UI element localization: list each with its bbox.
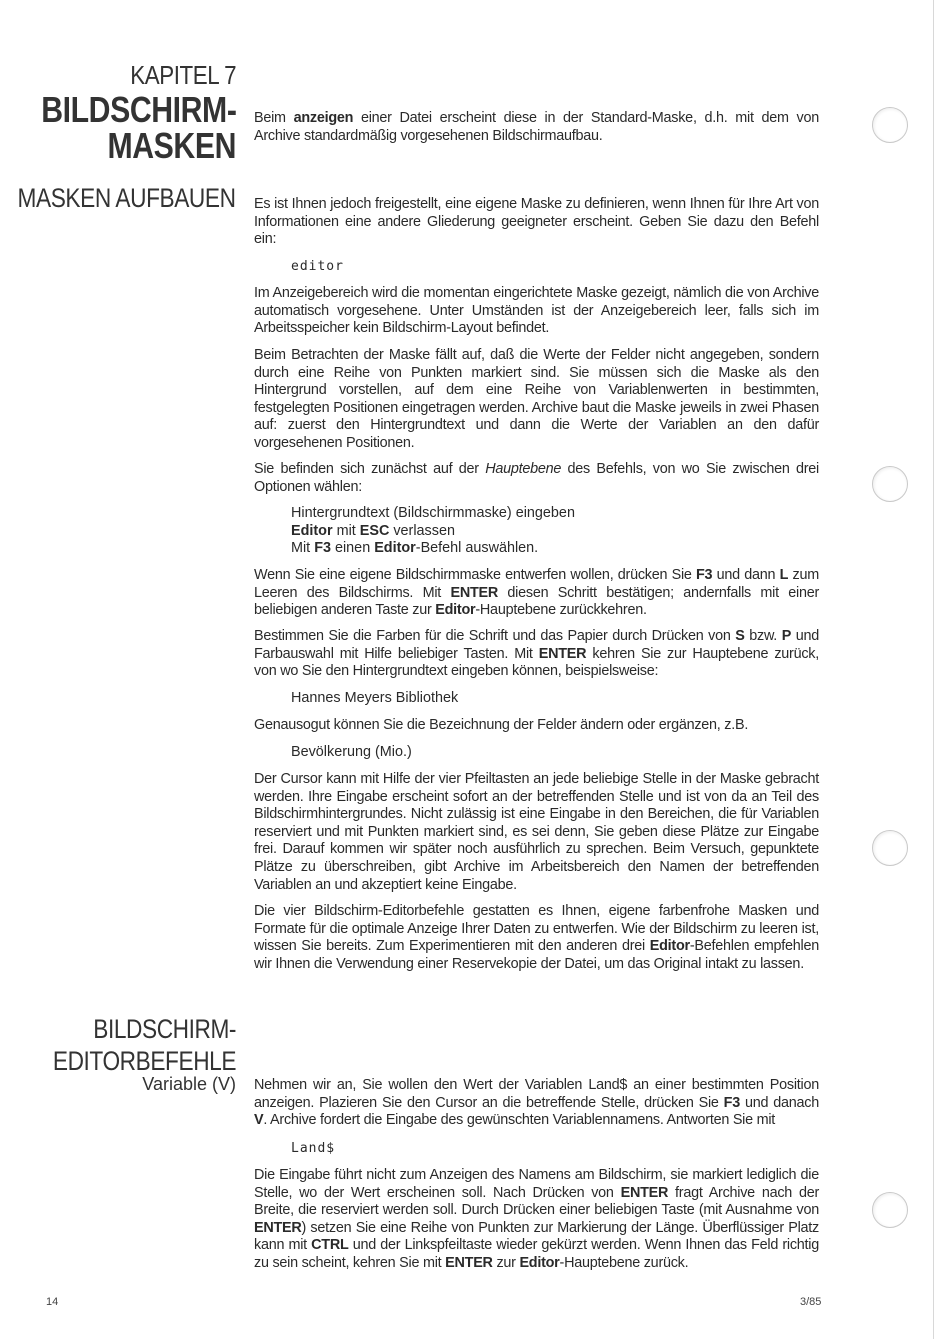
section-heading-masken-aufbauen: MASKEN AUFBAUEN <box>17 183 236 213</box>
option-item: Mit F3 einen Editor-Befehl auswählen. <box>291 540 539 557</box>
paragraph: Die Eingabe führt nicht zum Anzeigen des Namens am Bildschirm, sie markiert lediglich die Stelle, wo der Wert erscheinen soll. Nach Drücken von ENTER fragt Archive nach der Breite, die reserviert werden soll. Durch Drücken einer beliebigen Taste (mit Ausnahme von ENTER) setzen Sie eine Reihe von Punkten zur Markierung der Länge. Überflüssiger Platz kann mit CTRL und der Linkspfeiltaste wieder gekürzt werden. Wenn Ihnen das Feld richtig zu sein scheint, kehren Sie mit ENTER zur Editor-Hauptebene zurück. <box>254 1167 819 1271</box>
binder-hole <box>872 466 908 502</box>
paragraph: Beim Betrachten der Maske fällt auf, daß die Werte der Felder nicht angegeben, sondern durch eine Reihe von Punkten markiert sind. Sie müssen sich die Maske als den Hintergrund vorstellen, auf dem eine Reihe von Variablenwerten in bestimmten, festgelegten Positionen eingetragen werden. Archive baut die Maske jeweils in zwei Phasen auf: zuerst den Hintergrundtext und dann die Werte der Variablen an den dafür vorgesehenen Positionen. <box>254 347 819 451</box>
paragraph: Genausogut können Sie die Bezeichnung der Felder ändern oder ergänzen, z.B. <box>254 717 749 733</box>
option-item: Editor mit ESC verlassen <box>291 522 455 539</box>
paragraph: Wenn Sie eine eigene Bildschirmmaske entwerfen wollen, drücken Sie F3 und dann L zum Leeren des Bildschirms. Mit ENTER diesen Schritt bestätigen; andernfalls mit einer beliebigen anderen Taste zur Editor-Hauptebene zurückkehren. <box>254 567 819 619</box>
option-list <box>291 505 575 558</box>
paragraph: Beim anzeigen einer Datei erscheint diese in der Standard-Maske, d.h. mit dem von Archive standardmäßig vorgesehenen Bildschirmaufbau. <box>254 110 819 144</box>
paragraph: Nehmen wir an, Sie wollen den Wert der Variablen Land$ an einer bestimmten Position anzeigen. Plazieren Sie den Cursor an die betreffende Stelle, drücken Sie F3 und danach V. Archive fordert die Eingabe des gewünschten Variablennamens. Antworten Sie mit <box>254 1077 819 1129</box>
command-example: Land$ <box>291 1141 336 1156</box>
page-number: 14 <box>46 1296 59 1308</box>
example-text: Bevölkerung (Mio.) <box>291 744 412 760</box>
chapter-label: KAPITEL 7 <box>130 60 236 90</box>
edition-date: 3/85 <box>800 1296 822 1308</box>
paragraph: Sie befinden sich zunächst auf der Hauptebene des Befehls, von wo Sie zwischen drei Optionen wählen: <box>254 461 820 495</box>
paragraph: Im Anzeigebereich wird die momentan eingerichtete Maske gezeigt, nämlich die von Archive automatisch vorgesehene. Unter Umständen ist der Anzeigebereich leer, falls sich im Arbeitsspeicher kein Bildschirm-Layout befindet. <box>254 285 819 337</box>
page-edge-line <box>933 0 934 1339</box>
binder-hole <box>872 107 908 143</box>
option-item: Hintergrundtext (Bildschirmmaske) eingeben <box>291 505 575 521</box>
command-example: editor <box>291 259 344 274</box>
subsection-heading-variable: Variable (V) <box>142 1074 236 1094</box>
paragraph: Der Cursor kann mit Hilfe der vier Pfeiltasten an jede beliebige Stelle in der Maske gebracht werden. Ihre Eingabe erscheint sofort an der betreffenden Stelle und ist von da an Teil des Bildschirmhintergrundes. Nicht zulässig ist eine Eingabe in den Bereichen, die für Variablen reserviert und mit Punkten markiert sind, es sei denn, Sie geben diese Plätze zur Eingabe frei. Darauf kommen wir später noch ausführlich zu sprechen. Beim Versuch, gepunktete Plätze zu überschreiben, gibt Archive im Arbeitsbereich den Namen der betreffenden Variablen an und akzeptiert keine Eingabe. <box>254 771 819 893</box>
binder-hole <box>872 1192 908 1228</box>
chapter-title-line2: MASKEN <box>107 125 236 166</box>
section-heading-editorbefehle: BILDSCHIRM- EDITORBEFEHLE <box>52 1014 236 1076</box>
paragraph: Die vier Bildschirm-Editorbefehle gestatten es Ihnen, eigene farbenfrohe Masken und Formate für die optimale Anzeige Ihrer Daten zu entwerfen. Wie der Bildschirm zu leeren ist, wissen Sie bereits. Zum Experimentieren mit den anderen drei Editor-Befehlen empfehlen wir Ihnen die Verwendung einer Reservekopie der Datei, um das Original intakt zu lassen. <box>254 903 819 972</box>
paragraph: Bestimmen Sie die Farben für die Schrift und das Papier durch Drücken von S bzw. P und Farbauswahl mit Hilfe beliebiger Tasten. Mit ENTER kehren Sie zur Hauptebene zurück, von wo Sie den Hintergrundtext eingeben können, beispielsweise: <box>254 628 819 680</box>
chapter-title-line1: BILDSCHIRM- <box>40 89 236 130</box>
example-text: Hannes Meyers Bibliothek <box>291 690 459 706</box>
paragraph: Es ist Ihnen jedoch freigestellt, eine eigene Maske zu definieren, wenn Ihnen für Ihre Art von Informationen eine andere Gliederung geeigneter erscheint. Geben Sie dazu den Befehl ein: <box>254 196 819 248</box>
binder-hole <box>872 830 908 866</box>
